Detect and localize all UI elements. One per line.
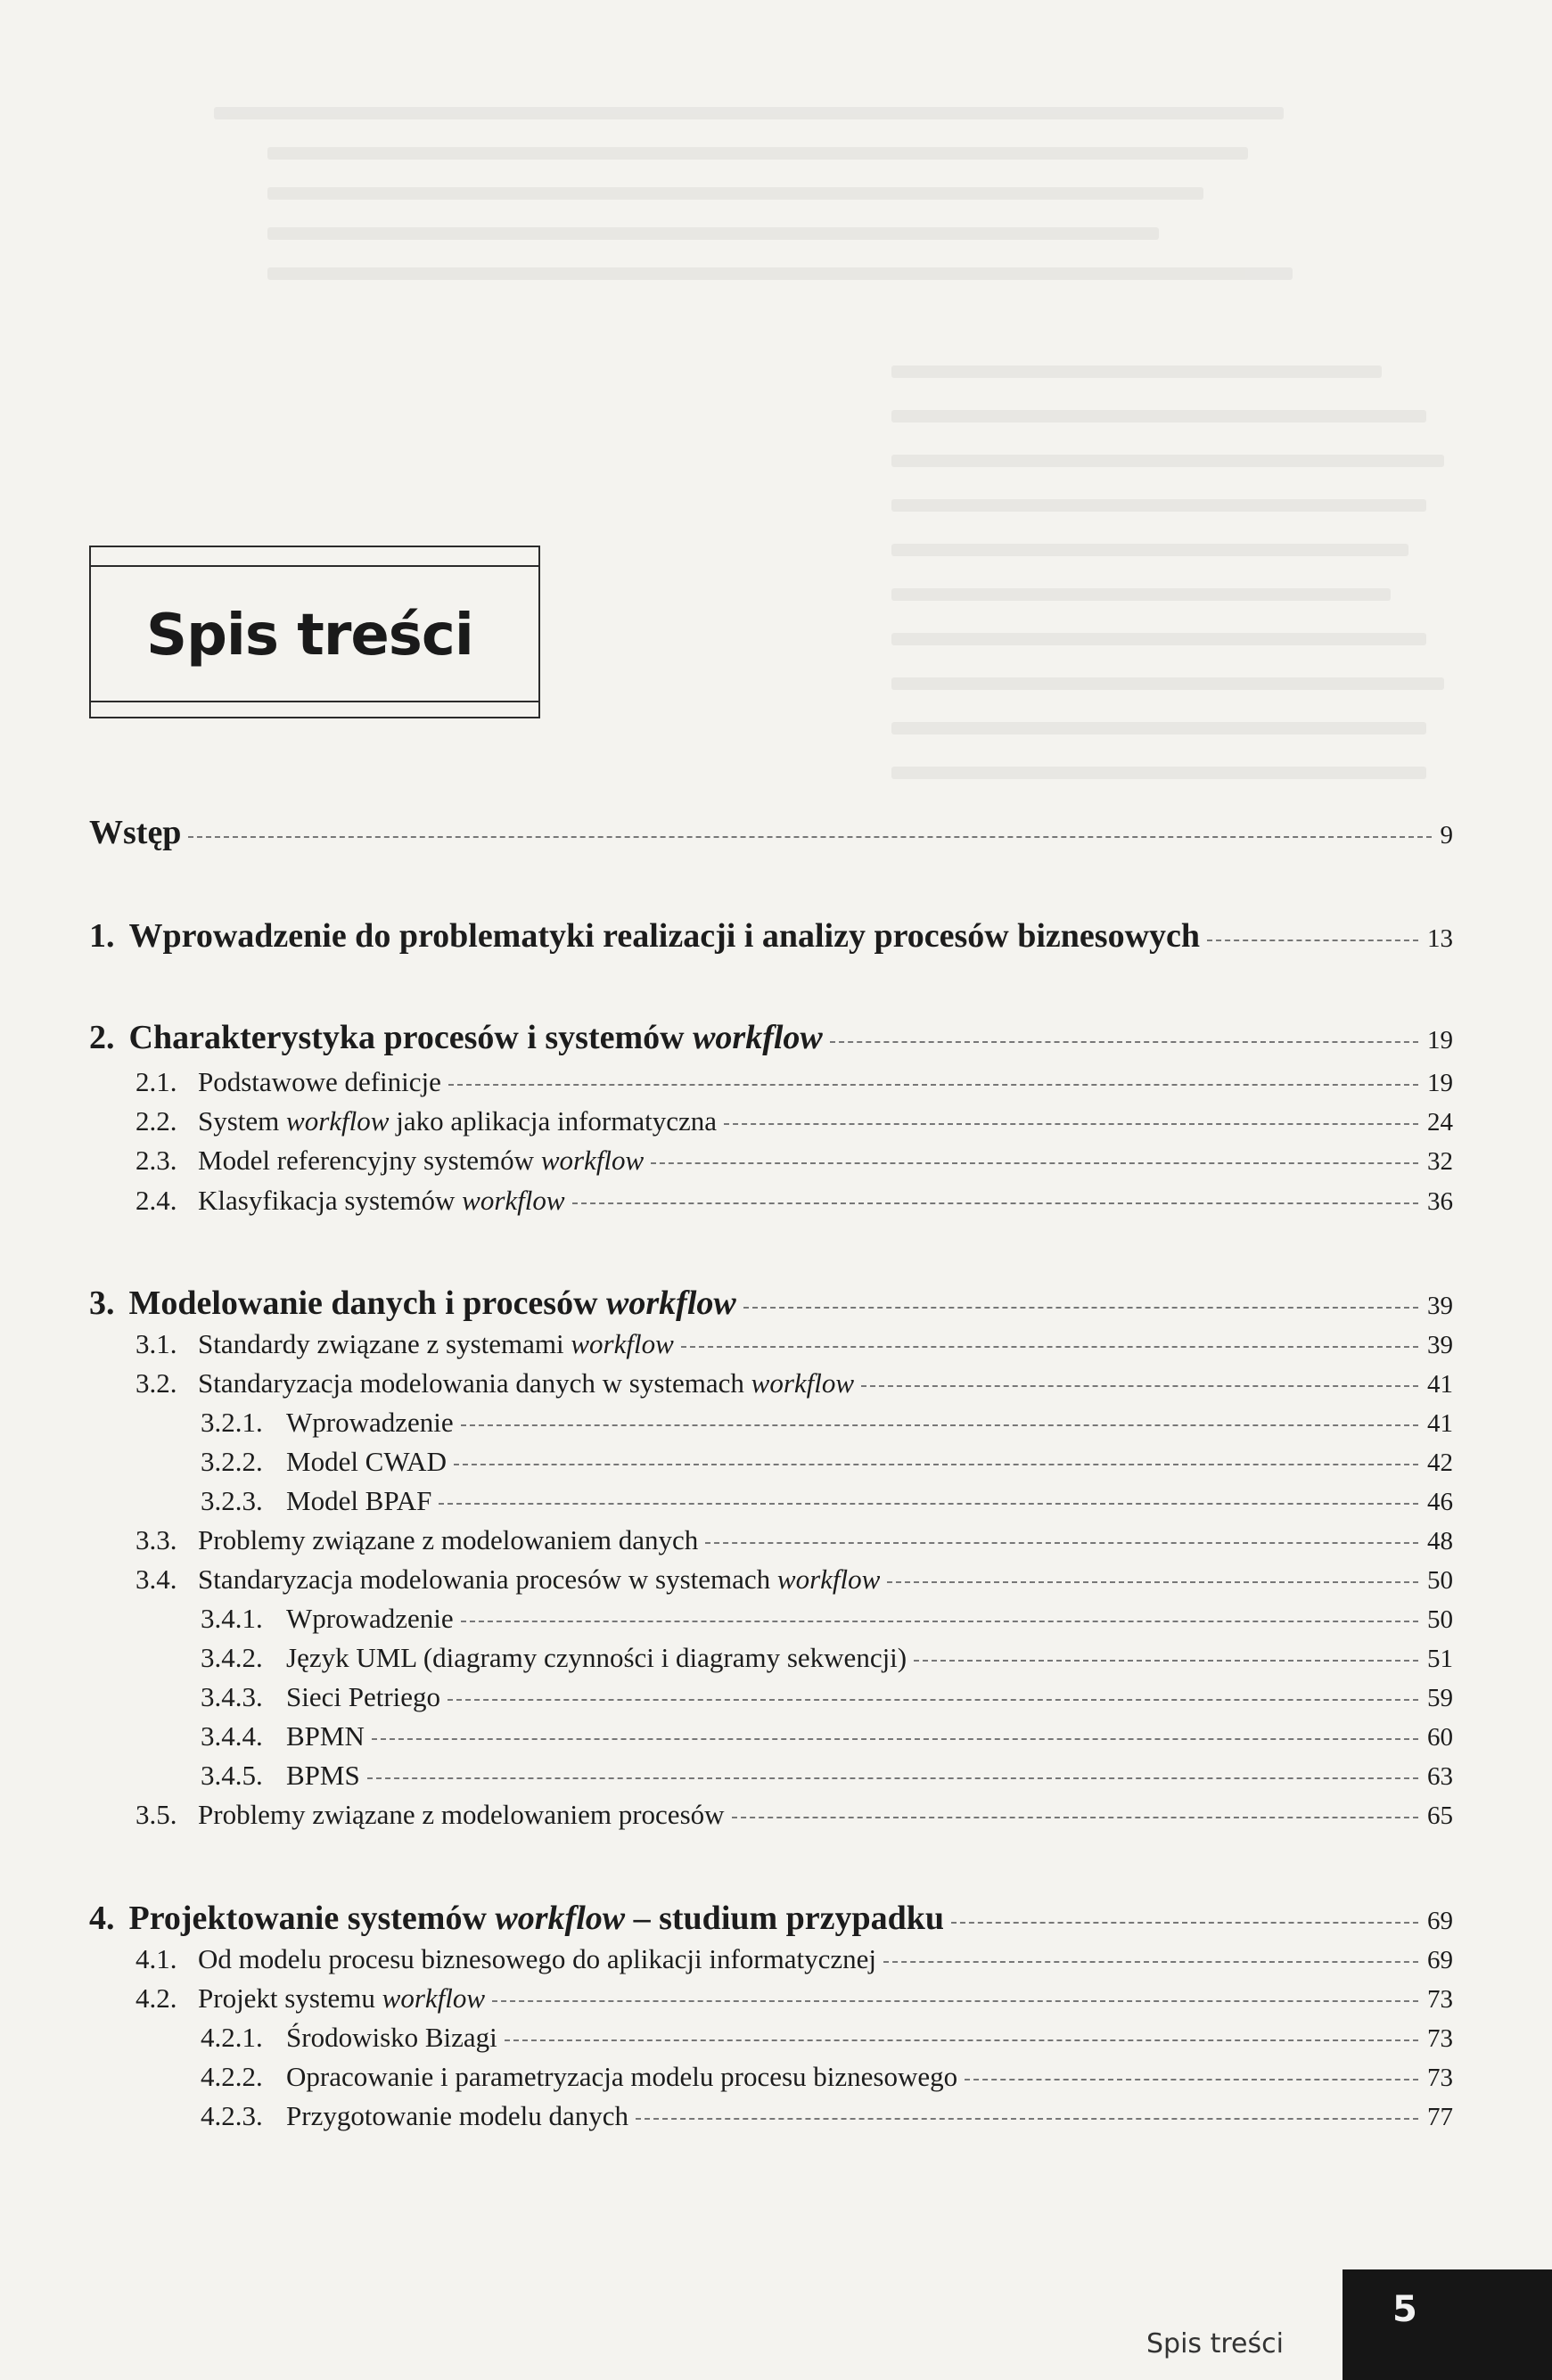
toc-page-number: 36	[1427, 1187, 1453, 1216]
toc-title: Charakterystyka procesów i systemów workflow	[128, 1019, 823, 1056]
toc-number: 3.3.	[135, 1524, 177, 1555]
toc-page-number: 50	[1427, 1605, 1453, 1634]
toc-title: Od modelu procesu biznesowego do aplikacji informatycznej	[198, 1943, 876, 1974]
toc-title: Model CWAD	[286, 1446, 447, 1477]
toc-title: Standardy związane z systemami workflow	[198, 1328, 674, 1359]
toc-chapter-row[interactable]	[89, 1284, 1453, 1323]
toc-title: Modelowanie danych i procesów workflow	[128, 1284, 736, 1322]
toc-page-number: 13	[1427, 924, 1453, 953]
toc-page-number: 60	[1427, 1723, 1453, 1752]
toc-section-row[interactable]	[135, 1367, 1453, 1399]
toc-page-number: 39	[1427, 1292, 1453, 1320]
toc-title: Standaryzacja modelowania danych w systemach workflow	[198, 1367, 855, 1399]
page-title: Spis treści	[146, 603, 473, 669]
toc-page-number: 24	[1427, 1108, 1453, 1137]
toc-page-number: 46	[1427, 1488, 1453, 1516]
toc-title: Problemy związane z modelowaniem procesów	[198, 1799, 725, 1830]
toc-title: Problemy związane z modelowaniem danych	[198, 1524, 699, 1555]
toc-number: 2.2.	[135, 1105, 177, 1137]
toc-leader-dots	[492, 2000, 1418, 2002]
toc-leader-dots	[830, 1041, 1418, 1043]
toc-leader-dots	[914, 1660, 1418, 1662]
toc-chapter-row[interactable]	[89, 916, 1453, 956]
page-number: 5	[1392, 2289, 1417, 2330]
toc-page-number: 73	[1427, 1985, 1453, 2014]
toc-section-row[interactable]	[135, 1105, 1453, 1137]
toc-leader-dots	[572, 1202, 1418, 1204]
toc-leader-dots	[1207, 940, 1418, 941]
toc-number: 4.2.	[135, 1982, 177, 2014]
toc-page-number: 42	[1427, 1449, 1453, 1477]
toc-page-number: 59	[1427, 1684, 1453, 1712]
toc-section-row[interactable]	[201, 1446, 1453, 1478]
toc-number: 4.	[89, 1900, 115, 1937]
toc-title: Model referencyjny systemów workflow	[198, 1145, 645, 1176]
toc-section-row[interactable]	[201, 1720, 1453, 1752]
toc-number: 4.2.2.	[201, 2061, 263, 2092]
toc-title: Wprowadzenie do problematyki realizacji i analizy procesów biznesowych	[128, 917, 1201, 955]
toc-leader-dots	[454, 1464, 1418, 1465]
toc-page-number: 19	[1427, 1026, 1453, 1055]
toc-title: Standaryzacja modelowania procesów w systemach workflow	[198, 1563, 881, 1595]
toc-title: Projekt systemu workflow	[198, 1982, 486, 2014]
toc-section-row[interactable]	[135, 1145, 1453, 1177]
toc-page-number: 69	[1427, 1946, 1453, 1974]
toc-section-row[interactable]	[201, 2061, 1453, 2093]
toc-leader-dots	[951, 1922, 1418, 1924]
toc-section-row[interactable]	[135, 1524, 1453, 1556]
toc-chapter-row[interactable]	[89, 813, 1453, 852]
toc-page-number: 39	[1427, 1331, 1453, 1359]
toc-page-number: 73	[1427, 2024, 1453, 2053]
toc-page-number: 19	[1427, 1069, 1453, 1097]
toc-leader-dots	[636, 2118, 1418, 2120]
toc-page-number: 9	[1440, 821, 1453, 849]
title-box-bottom-rule	[89, 701, 540, 702]
toc-title: Wstęp	[89, 814, 182, 851]
toc-page-number: 73	[1427, 2064, 1453, 2092]
toc-leader-dots	[651, 1162, 1418, 1164]
toc-title: Język UML (diagramy czynności i diagramy sekwencji)	[286, 1642, 907, 1673]
toc-title: Projektowanie systemów workflow – studium przypadku	[128, 1900, 945, 1937]
toc-title: BPMN	[286, 1720, 365, 1752]
toc-number: 3.5.	[135, 1799, 177, 1830]
toc-section-row[interactable]	[201, 1407, 1453, 1439]
toc-page-number: 32	[1427, 1147, 1453, 1176]
toc-number: 2.	[89, 1019, 115, 1056]
toc-section-row[interactable]	[135, 1328, 1453, 1360]
toc-leader-dots	[883, 1961, 1418, 1963]
toc-page-number: 41	[1427, 1370, 1453, 1399]
toc-section-row[interactable]	[135, 1943, 1453, 1975]
toc-page-number: 65	[1427, 1801, 1453, 1830]
toc-number: 3.1.	[135, 1328, 177, 1359]
toc-title: Klasyfikacja systemów workflow	[198, 1185, 565, 1216]
toc-section-row[interactable]	[201, 1642, 1453, 1674]
toc-number: 3.	[89, 1284, 115, 1322]
toc-number: 3.4.2.	[201, 1642, 263, 1673]
toc-leader-dots	[724, 1123, 1418, 1125]
toc-leader-dots	[681, 1346, 1418, 1348]
toc-title: Przygotowanie modelu danych	[286, 2100, 628, 2131]
toc-leader-dots	[705, 1542, 1418, 1544]
toc-number: 3.2.3.	[201, 1485, 263, 1516]
toc-leader-dots	[367, 1777, 1418, 1779]
toc-leader-dots	[461, 1621, 1418, 1622]
toc-number: 3.4.	[135, 1563, 177, 1595]
toc-leader-dots	[448, 1084, 1418, 1086]
toc-number: 1.	[89, 917, 115, 955]
footer-section-label: Spis treści	[1146, 2328, 1284, 2359]
toc-section-row[interactable]	[201, 2100, 1453, 2132]
toc-leader-dots	[732, 1817, 1418, 1818]
toc-chapter-row[interactable]	[89, 1899, 1453, 1938]
toc-title: Model BPAF	[286, 1485, 432, 1516]
toc-leader-dots	[439, 1503, 1418, 1505]
toc-leader-dots	[505, 2039, 1418, 2041]
toc-number: 3.4.1.	[201, 1603, 263, 1634]
toc-number: 4.1.	[135, 1943, 177, 1974]
toc-leader-dots	[448, 1699, 1418, 1701]
toc-page-number: 77	[1427, 2103, 1453, 2131]
toc-title: BPMS	[286, 1760, 360, 1791]
toc-leader-dots	[372, 1738, 1418, 1740]
toc-section-row[interactable]	[135, 1066, 1453, 1098]
toc-number: 3.2.2.	[201, 1446, 263, 1477]
toc-number: 4.2.3.	[201, 2100, 263, 2131]
toc-leader-dots	[743, 1307, 1418, 1309]
toc-section-row[interactable]	[201, 2022, 1453, 2054]
title-box	[89, 546, 540, 718]
toc-title: Wprowadzenie	[286, 1407, 454, 1438]
toc-page-number: 41	[1427, 1409, 1453, 1438]
toc-page-number: 63	[1427, 1762, 1453, 1791]
toc-section-row[interactable]	[201, 1485, 1453, 1517]
toc-number: 3.4.3.	[201, 1681, 263, 1712]
toc-number: 3.2.	[135, 1367, 177, 1399]
toc-title: Sieci Petriego	[286, 1681, 441, 1712]
toc-number: 3.4.5.	[201, 1760, 263, 1791]
toc-section-row[interactable]	[135, 1982, 1453, 2015]
toc-number: 3.2.1.	[201, 1407, 263, 1438]
toc-leader-dots	[965, 2079, 1418, 2080]
toc-number: 4.2.1.	[201, 2022, 263, 2053]
toc-chapter-row[interactable]	[89, 1018, 1453, 1057]
toc-page-number: 48	[1427, 1527, 1453, 1555]
toc-number: 2.1.	[135, 1066, 177, 1097]
page-number-box	[1343, 2269, 1552, 2380]
toc-leader-dots	[861, 1385, 1418, 1387]
toc-title: System workflow jako aplikacja informatyczna	[198, 1105, 717, 1137]
toc-title: Środowisko Bizagi	[286, 2022, 497, 2053]
toc-leader-dots	[461, 1424, 1418, 1426]
toc-title: Opracowanie i parametryzacja modelu procesu biznesowego	[286, 2061, 958, 2092]
toc-leader-dots	[887, 1581, 1418, 1583]
title-box-top-rule	[89, 565, 540, 567]
toc-section-row[interactable]	[201, 1681, 1453, 1713]
toc-number: 2.3.	[135, 1145, 177, 1176]
toc-page-number: 69	[1427, 1907, 1453, 1935]
toc-number: 2.4.	[135, 1185, 177, 1216]
toc-title: Wprowadzenie	[286, 1603, 454, 1634]
toc-section-row[interactable]	[135, 1185, 1453, 1217]
toc-leader-dots	[188, 836, 1431, 838]
toc-section-row[interactable]	[201, 1760, 1453, 1792]
toc-title: Podstawowe definicje	[198, 1066, 441, 1097]
toc-page-number: 50	[1427, 1566, 1453, 1595]
toc-number: 3.4.4.	[201, 1720, 263, 1752]
toc-page-number: 51	[1427, 1645, 1453, 1673]
toc-section-row[interactable]	[135, 1563, 1453, 1596]
toc-section-row[interactable]	[135, 1799, 1453, 1831]
toc-section-row[interactable]	[201, 1603, 1453, 1635]
